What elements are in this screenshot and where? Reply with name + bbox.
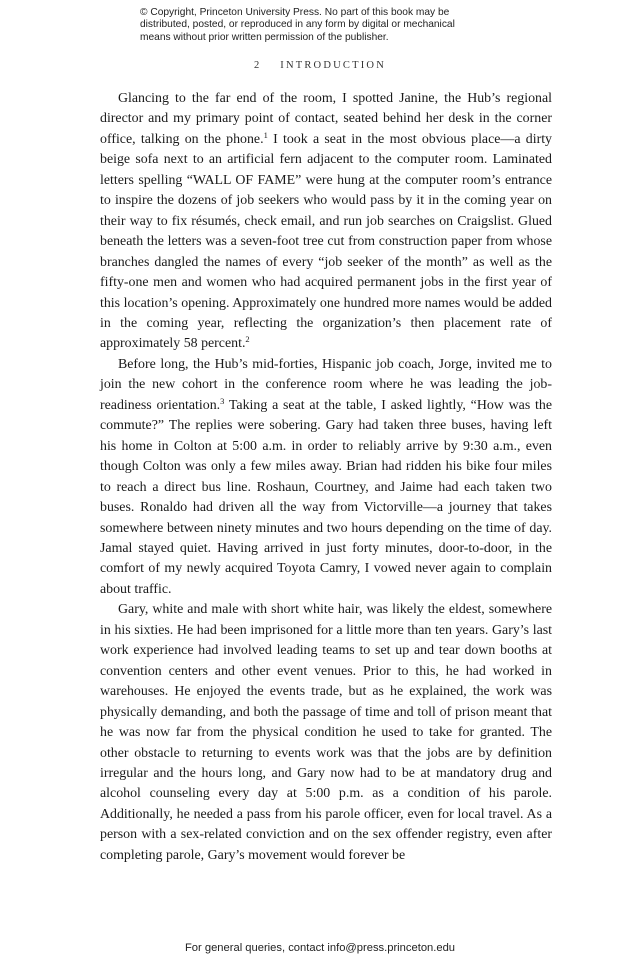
paragraph-text: Glancing to the far end of the room, I spotted Janine, the Hub’s regional director and my primary point of contact, seated behind her desk in the corner office, talking on the phone. [100, 91, 552, 147]
copyright-line: distributed, posted, or reproduced in any form by digital or mechanical [140, 19, 455, 31]
footnote-ref-1[interactable]: 1 [263, 129, 268, 140]
running-head [0, 60, 640, 71]
paragraph-text: Before long, the Hub’s mid-forties, Hispanic job coach, Jorge, invited me to join the new cohort in the conference room where he was leading the job-readiness orientation. [100, 356, 552, 413]
paragraph-1 [100, 89, 552, 355]
copyright-line: © Copyright, Princeton University Press. No part of this book may be [140, 7, 450, 18]
page-number: 2 [253, 60, 262, 71]
paragraph-text: Gary, white and male with short white hair, was likely the eldest, somewhere in his sixties. He had been imprisoned for a little more than ten years. Gary’s last work experience had involved leading teams to set up and tear down booths at convention centers and other event venues. Prior to this, he had worked in warehouses. He enjoyed the events trade, but as he explained, the work was physically demanding, and both the passage of time and toll of prison meant that he was now far from the physical condition he used to take for granted. The other obstacle to returning to events work was that the jobs are by definition irregular and the hours long, and Gary now had to be at mandatory drug and alcohol counseling every day at 5:00 p.m. as a condition of his parole. Additionally, he needed a pass from his parole officer, even for local travel. As a person with a sex-related conviction and on the sex offender registry, even after completing parole, Gary’s movement would forever be [100, 602, 552, 863]
paragraph-2 [100, 355, 552, 600]
paragraph-text: I took a seat in the most obvious place—a dirty beige sofa next to an artificial fern adjacent to the computer room. Laminated letters spelling “WALL OF FAME” were hung at the computer room’s entrance to inspire the dozens of job seekers who would pass by it in the coming year on their way to fix résumés, check email, and run job searches on Craigslist. Glued beneath the letters was a seven-foot tree cut from construction paper from whose branches dangled the names of every “job seeker of the month” as well as the fifty-one men and women who had acquired permanent jobs in the first year of this location’s opening. Approximately one hundred more names would be added in the coming year, reflecting the organization’s then placement rate of approximately 58 percent. [100, 131, 552, 352]
chapter-title: INTRODUCTION [280, 60, 386, 71]
paragraph-3 [100, 600, 552, 866]
copyright-notice [140, 7, 510, 44]
footnote-ref-3[interactable]: 3 [220, 395, 225, 406]
paragraph-text: Taking a seat at the table, I asked lightly, “How was the commute?” The replies were sobering. Gary had taken three buses, having left his home in Colton at 5:00 a.m. in order to reliably arrive by 9:30 a.m., even though Colton was only a few miles away. Brian had ridden his bike four miles to reach a direct bus line. Roshaun, Courtney, and Jaime had each taken two buses. Ronaldo had driven all the way from Victorville—a journey that takes somewhere between ninety minutes and two hours depending on the time of day. Jamal stayed quiet. Having arrived in just forty minutes, door-to-door, in the comfort of my newly acquired Toyota Camry, I vowed never again to complain about traffic. [100, 397, 552, 597]
copyright-line: means without prior written permission of the publisher. [140, 31, 389, 43]
footer-contact: For general queries, contact info@press.princeton.edu [184, 942, 456, 954]
body-text [100, 89, 552, 866]
footnote-ref-2[interactable]: 2 [245, 334, 250, 345]
